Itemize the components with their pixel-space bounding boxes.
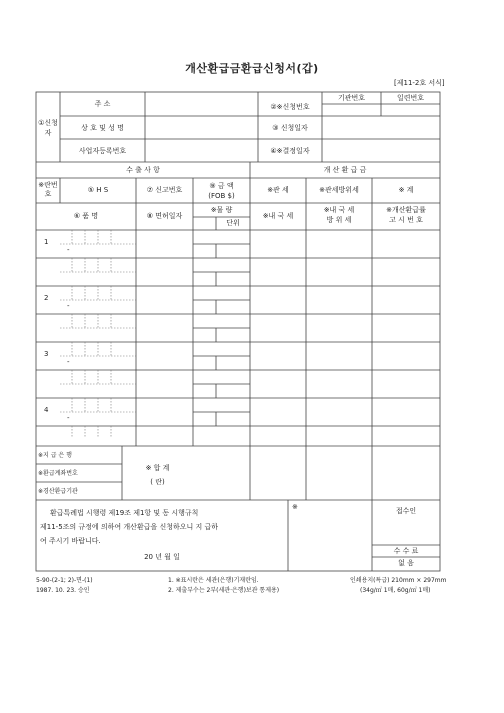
- footer-paper-2: (34g/㎡ 1매, 60g/㎡ 1매): [360, 587, 431, 594]
- account-label: ※환급계좌번호: [38, 470, 78, 477]
- domestic-def-header: ※내 국 세 방 위 세: [323, 206, 355, 224]
- bank-label: ※지 급 은 행: [38, 452, 72, 459]
- col-no-header: ※란번호: [38, 181, 58, 198]
- row-number: 2: [44, 294, 49, 302]
- row-dash: -: [67, 358, 70, 366]
- amount-header: ⑨ 금 액 (FOB $): [208, 182, 235, 200]
- row-dash: -: [67, 246, 70, 254]
- receipt-stamp-label: 접수인: [395, 507, 417, 515]
- apply-no-label: ②※신청번호: [270, 103, 310, 111]
- customs-header: ※관 세: [267, 186, 289, 194]
- report-no-header: ⑦ 신고번호: [146, 186, 183, 194]
- customs-etc-header: ※관세방위세: [319, 186, 359, 194]
- declaration-line-1: 환급특례법 시행령 제19조 제1항 및 동 시행규칙: [50, 509, 199, 517]
- footer-note-1: 1. ※표시란은 세관(은행)기재란임.: [168, 577, 259, 584]
- refund-section-header: 개 산 환 급 금: [323, 166, 367, 174]
- footer-note-2: 2. 제출부수는 2부(세관·은행)보관 통제용): [168, 587, 280, 594]
- domestic-tax-header: ※내 국 세: [262, 212, 294, 220]
- agency-no-label: 기관번호: [337, 94, 366, 102]
- item-header: ⑥ 품 명: [73, 212, 99, 220]
- notice-no-header: ※개산환급률 고 시 번 호: [386, 206, 426, 224]
- total-sub-label: ( 란): [150, 478, 165, 486]
- bank-office-label: ※경산환급기관: [38, 488, 78, 495]
- unit-header: 단위: [226, 219, 240, 227]
- row-dash: -: [67, 302, 70, 310]
- receipt-mark: ※: [292, 503, 298, 511]
- footer-code: 5-90-(2-1; 2)-면-(1): [36, 577, 93, 584]
- row-number: 4: [44, 406, 49, 414]
- declaration-line-2: 제11-5조의 규정에 의하여 개산환급을 신청하오니 지 급하: [40, 523, 219, 531]
- footer-approval: 1987. 10. 23. 승인: [36, 587, 90, 594]
- name-label: 상 호 및 성 명: [81, 124, 124, 132]
- export-section-header: 수 출 사 항: [126, 166, 160, 174]
- quantity-header: ※물 량: [210, 206, 233, 214]
- footer-paper: 인쇄용지(특급) 210mm × 297mm: [350, 577, 447, 584]
- row-number: 3: [44, 350, 49, 358]
- fee-label: 수 수 료: [393, 547, 419, 555]
- form-title: 개산환급금환급신청서(갑): [185, 62, 319, 75]
- hs-header: ⑤ H S: [87, 186, 109, 194]
- form-number: [제11-2호 서식]: [394, 79, 445, 87]
- total-label: ※ 합 계: [145, 464, 170, 472]
- row-number: 1: [44, 238, 49, 246]
- address-label: 주 소: [94, 100, 111, 108]
- apply-date-label: ③ 신청일자: [272, 124, 308, 132]
- declaration-date: 20 년 월 일: [144, 553, 180, 561]
- biz-no-label: 사업자등록번호: [78, 147, 127, 155]
- serial-no-label: 일련번호: [396, 94, 425, 102]
- fee-none: 없 음: [398, 559, 414, 567]
- applicant-group-label: ①신청자: [38, 119, 58, 137]
- row-dash: -: [67, 414, 70, 422]
- decision-date-label: ④※결정일자: [270, 147, 310, 155]
- declaration-line-3: 여 주시기 바랍니다.: [40, 537, 101, 545]
- total-header: ※ 계: [398, 186, 414, 194]
- license-date-header: ⑧ 면허일자: [146, 212, 183, 220]
